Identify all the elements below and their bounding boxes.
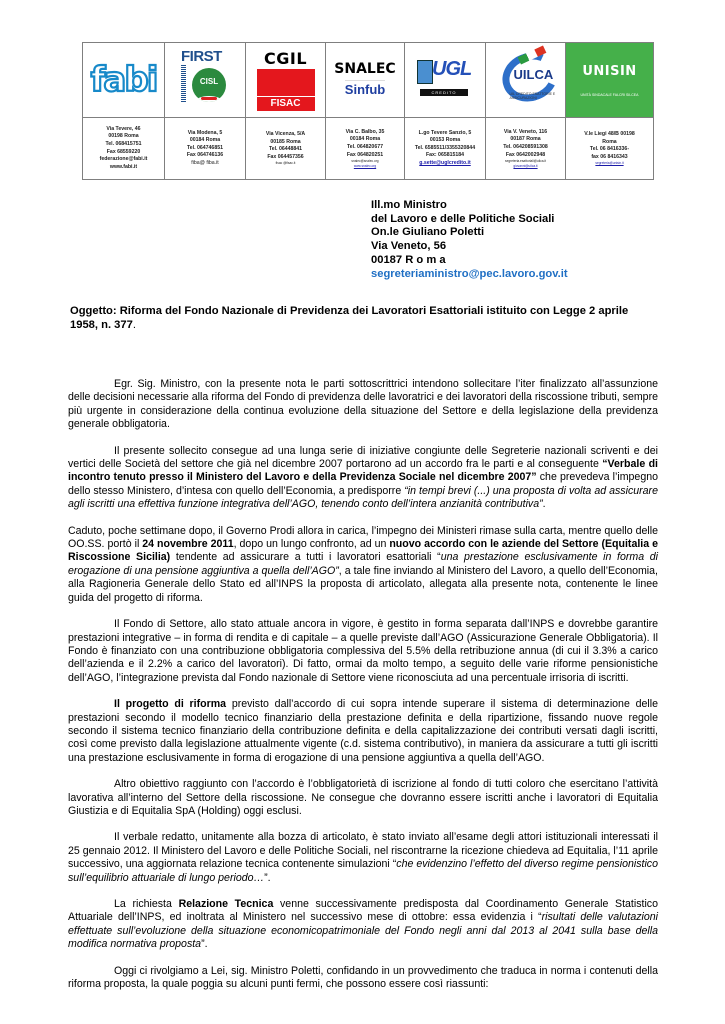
bold-date: 24 novembre 2011 [142,538,234,551]
paragraph-4: Il Fondo di Settore, allo stato attuale ancora in vigore, è gestito in forma separata dall’INPS e dovrebbe garantire prestazioni integrative – in forma di rendita e di capitale – a quelle previste dall’AGO (Assicurazione Generale Obbligatoria). Il Fondo è finanziato con una contribuzione obbligatoria complessiva del 5.5% della retribuzione annua (di cui il 3.3% a carico dell’azienda e il 2.2% a carico del lavoratori). Di fatto, ormai da molto tempo, a seguito delle varie riforme pensionistiche dell’AGO, l’integrazione prevista dal Fondo nazionale di Settore viene riconosciuta ad una percentuale irrisoria di iscritti. [68,618,658,684]
email-link[interactable]: g.sette@uglcredito.it [419,159,471,166]
ugl-logo-text: UGL [432,57,472,80]
fabi-logo-cell [83,43,165,118]
letter-body [68,378,658,1004]
addressee-title: Ill.mo Ministro [371,199,447,211]
cisl-logo-text: CISL [199,76,219,86]
address-line: 00187 Roma [510,136,541,143]
phone-line: Tel. 6585511/3355320844 [414,144,476,151]
text-run: che prevedeva l’impegno dello stesso Ministero, d’intesa con quello dell’Economia, a predisporre [68,471,658,497]
text-run: tendente ad assicurare a tutti i lavoratori esattoriali “ [170,551,441,564]
website-link[interactable]: www.fabi.it [109,163,138,170]
cgil-logo-text: CGIL [263,49,308,68]
phone-line: Tel. 068415751 [105,140,142,147]
email-link[interactable]: fiba@ fiba.it [191,159,219,166]
unisin-address [566,118,654,180]
email-link[interactable]: giovanni@uilca.it [513,163,538,168]
credito-logo-text: CREDITO [420,89,468,96]
text-run: , a tale fine inviando al Ministero del Lavoro, a quello dell’Economia, alla Ragioneria Generale dello Stato ed all’INPS la proposta di articolato, allegata alla presente nota, contenente le linee guida del progetto di riforma. [68,564,658,604]
text-run: , dopo un lungo confronto, ad un [233,538,390,551]
bold-text-run: nuovo accordo con le aziende del Settore (Equitalia e Riscossione Sicilia) [68,538,658,564]
address-line: Via V. Veneto, 116 [503,128,548,135]
addressee-block [371,199,568,281]
address-line: Roma [602,138,617,145]
sinfub-logo: Sinfub [344,82,386,97]
addressee-email-link[interactable]: segreteriaministro@pec.lavoro.gov.it [371,267,568,280]
snalec-address [326,118,405,180]
address-line: Via C. Balbo, 35 [345,128,385,135]
fabi-address [83,118,165,180]
text-run: La richiesta [114,898,179,910]
fax-line: Fax 68559220 [106,148,141,155]
unisin-logo: UNISIN [582,63,637,79]
italic-quote: che evidenzino l’effetto del diverso regime pensionistico sull’equilibrio attuariale di lungo periodo… [68,858,658,884]
first-cisl-logo [179,48,231,108]
email-link[interactable]: snalec@snalec.org [351,159,379,164]
address-line: 00198 Roma [108,133,139,140]
subject-text: Oggetto: Riforma del Fondo Nazionale di Previdenza dei Lavoratori Esattoriali istituito con Legge 2 aprile 1958, n. 377 [70,305,629,331]
italy-map-icon [417,60,433,84]
fabi-logo: fabi [90,60,157,100]
fisac-red-box [257,69,315,111]
email-link[interactable]: segreteria.esattoriali@uilca.it [505,159,546,164]
uilca-address [486,118,566,180]
cgil-fisac-logo-cell [246,43,326,118]
fax-line: Fax 064820251 [346,151,384,158]
italic-quote: una prestazione esclusivamente in forma di erogazione di una pensione aggiuntiva a quella dell’AGO” [68,551,658,577]
email-link[interactable]: segreteria@unisin.it [595,161,624,166]
email-link[interactable]: fisac @fisac.it [275,161,296,166]
phone-line: Tel. 06 8416336- [589,146,630,153]
italic-quote: “in tempi brevi (...) una proposta di volta ad assicurare agli iscritti una effettiva funzione integrativa dell’AGO, tenendo conto dell’intera anzianità contributiva” [68,484,658,511]
snalec-logo: SNALEC [334,61,396,77]
subject-line [70,305,658,332]
fax-line: fax 06 8416343 [591,153,628,160]
address-line: 00185 Roma [270,138,301,145]
website-link[interactable]: www.snalec.org [353,163,377,168]
text-run: . [542,498,546,511]
fax-line: Fax 064746136 [186,152,224,159]
addressee-ministry: del Lavoro e delle Politiche Sociali [371,212,555,225]
paragraph-2 [68,445,658,512]
uilca-sub-text: UIL CREDITO ESATTORIE E ASSICURAZIONI [509,91,556,100]
paragraph-9: Oggi ci rivolgiamo a Lei, sig. Ministro Poletti, confidando in un provvedimento che traduca in norma i contenuti della riforma proposta, la quale poggia su alcuni punti fermi, che possono essere così riassunti: [68,964,658,991]
cgil-fisac-address [246,118,326,180]
unisin-sub-text: UNITÀ SINDACALE FALCRI SILCEA [580,92,639,97]
barcode-icon [181,65,186,103]
fax-line: Fax: 065815184 [425,152,465,159]
paragraph-8 [68,898,658,952]
cgil-fisac-logo [257,49,315,111]
addressee-city: 00187 R o m a [371,253,446,266]
uilca-logo [496,49,556,107]
bold-text-run: “Verbale di incontro tenuto presso il Ministero del Lavoro e della Previdenza Sociale nel dicembre 2007” [68,458,658,484]
cisl-circle-icon [192,68,226,102]
text-run: ”. [201,938,208,951]
addressee-name: On.le Giuliano Poletti [371,226,485,239]
letterhead-table [82,42,654,180]
phone-line: Tel. 06448841 [268,146,303,153]
paragraph-1: Egr. Sig. Ministro, con la presente nota le parti sottoscrittrici intendono sollecitare l’iter finalizzato all’assunzione delle decisioni necessarie alla riforma del Fondo di previdenza delle lavoratrici e dei lavoratori della riscossione tributi, sempre più urgente in considerazione della continua evoluzione della situazione del Settore e della legislazione della previdenza generale obbligatoria. [68,378,658,431]
paragraph-5 [68,698,658,765]
address-line: Via Vicenza, 5/A [265,131,306,138]
ugl-logo-cell [405,43,486,118]
uilca-logo-text: UILCA [513,66,554,82]
uilca-logo-cell [486,43,566,118]
first-cisl-address [165,118,246,180]
subject-period: . [132,318,136,331]
bold-text-run: Relazione Tecnica [178,898,274,910]
ugl-credito-logo [417,58,473,98]
fax-line: Fax 0642002948 [505,151,546,158]
address-line: 00153 Roma [429,137,461,144]
unisin-logo-cell [566,43,654,118]
phone-line: Tel. 064208591308 [503,144,548,150]
paragraph-6: Altro obiettivo raggiunto con l’accordo è l’obbligatorietà di iscrizione al fondo di tutti coloro che esercitano l’attività lavorativa all’interno del Settore della riscossione. Ne consegue che dovranno essere iscritti anche i lavoratori di Equitalia Giustizia e di Equitalia SpA (Holding) oggi esclusi. [68,778,658,817]
address-line: Via Modena, 5 [187,129,223,136]
snalec-logo-cell [326,43,405,118]
address-line: 00184 Roma [349,136,381,143]
paragraph-7 [68,831,658,885]
text-run: previsto dall’accordo di cui sopra intende superare il sistema di determinazione delle prestazioni secondo il modello tecnico finanziario della prestazione definita e della ripartizione, fissando nuove regole secondo il sistema tecnico finanziario della contribuzione definita e della capitalizzazione dei contributi versati dagli iscritti, così come previsto dalla legislazione attualmente vigente (c.d. sistema contributivo), in maniera da assicurare a tutti gli iscritti una prestazione esclusivamente in forma di erogazione di una pensione aggiuntiva a quella dell’AGO. [68,698,658,764]
phone-line: Tel. 064746851 [187,144,223,151]
text-run: Il presente sollecito consegue ad una lunga serie di iniziative congiunte delle Segreterie nazionali scriventi e dei vertici delle Società del settore che già nel dicembre 2007 portarono ad un accordo fra le parti e al conseguente [68,444,658,471]
address-line: 00184 Roma [189,137,221,144]
paragraph-3 [68,525,658,605]
text-run: Caduto, poche settimane dopo, il Governo Prodi allora in carica, l’impegno dei Ministeri rimase sulla carta, mentre quello delle OO.SS. portò il [68,524,658,551]
text-run: venne successivamente predisposta dal Coordinamento Generale Statistico Attuariale dell’INPS, ed inoltrata al Ministero nel successivo mese di ottobre: essa evidenzia i “ [68,898,658,924]
text-run: ”. [264,871,271,884]
address-line: L.go Tevere Sanzio, 5 [418,129,472,136]
bold-text-run: Il progetto di riforma [114,698,227,711]
addressee-street: Via Veneto, 56 [371,240,447,253]
fax-line: Fax 064457356 [267,153,304,160]
italic-quote: risultati delle valutazioni effettuate sull’evoluzione della situazione economicopatrimoniale del Fondo negli anni dal 2013 al 2041 sulla base della modifica normativa proposta [68,911,658,951]
first-logo-text: FIRST [181,47,222,65]
first-cisl-logo-cell [165,43,246,118]
ugl-address [405,118,486,180]
email-link[interactable]: federazione@fabi.it [99,156,148,163]
fisac-logo-text: FISAC [257,96,315,109]
address-line: V.le Liegi 48/B 00198 [584,131,635,138]
phone-line: Tel. 064820677 [347,144,383,150]
text-run: Il verbale redatto, unitamente alla bozza di articolato, è stato inviato all’esame degli attori istituzionali interessati il 25 gennaio 2012. Il Ministero del Lavoro e delle Politiche Sociali, nel riscontrarne la ricezione chiedeva ad Equitalia, l’11 aprile successivo, una aggiornata relazione tecnica contenente simulazioni “ [68,831,658,871]
address-line: Via Tevere, 46 [106,125,141,132]
